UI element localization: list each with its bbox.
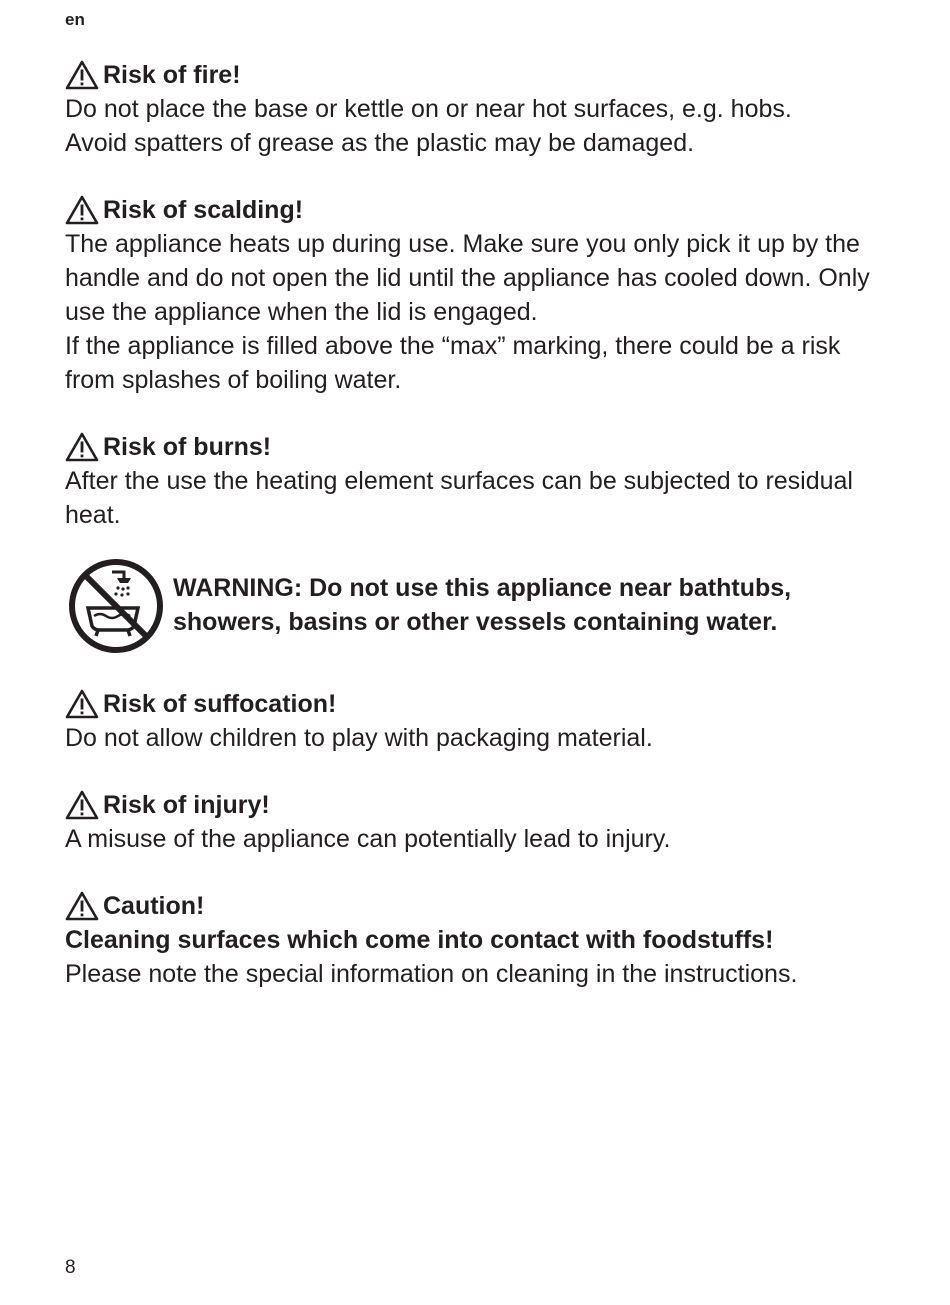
section-title: Risk of injury! (103, 791, 270, 819)
paragraph: Do not place the base or kettle on or near hot surfaces, e.g. hobs. (65, 95, 792, 123)
section-body (65, 227, 895, 397)
section-body (65, 923, 895, 991)
paragraph: A misuse of the appliance can potentially lead to injury. (65, 825, 671, 853)
section-body (65, 822, 895, 856)
section-risk-of-injury (65, 788, 895, 856)
section-title: Risk of burns! (103, 433, 272, 461)
paragraph: After the use the heating element surfaces can be subjected to residual heat. (65, 467, 853, 529)
section-body (65, 721, 895, 755)
water-warning (68, 563, 895, 654)
paragraph: If the appliance is filled above the “max” marking, there could be a risk from splashes of boiling water. (65, 332, 841, 394)
language-code: en (65, 10, 85, 29)
page-number: 8 (65, 1257, 76, 1278)
warning-triangle-icon (65, 790, 99, 820)
section-heading (65, 58, 895, 92)
warning-triangle-icon (65, 689, 99, 719)
section-title: Risk of scalding! (103, 196, 304, 224)
bold-line: Cleaning surfaces which come into contact with foodstuffs! (65, 926, 774, 954)
section-title: Risk of fire! (103, 61, 241, 89)
section-body (65, 464, 895, 532)
paragraph: Avoid spatters of grease as the plastic may be damaged. (65, 129, 695, 157)
section-heading (65, 788, 895, 822)
water-warning-text: WARNING: Do not use this appliance near bathtubs, showers, basins or other vessels containing water. (173, 574, 792, 636)
section-heading (65, 430, 895, 464)
section-title: Caution! (103, 892, 205, 920)
warning-triangle-icon (65, 195, 99, 225)
warning-triangle-icon (65, 891, 99, 921)
section-risk-of-burns (65, 430, 895, 532)
section-title: Risk of suffocation! (103, 690, 337, 718)
safety-content (65, 58, 895, 1024)
paragraph: The appliance heats up during use. Make sure you only pick it up by the handle and do not open the lid until the appliance has cooled down. Only use the appliance when the lid is engaged. (65, 230, 870, 326)
warning-triangle-icon (65, 432, 99, 462)
warning-triangle-icon (65, 60, 99, 90)
section-heading (65, 193, 895, 227)
section-risk-of-scalding (65, 193, 895, 397)
paragraph: Please note the special information on cleaning in the instructions. (65, 960, 798, 988)
section-body (65, 92, 895, 160)
section-risk-of-fire (65, 58, 895, 160)
section-risk-of-suffocation (65, 687, 895, 755)
section-heading (65, 889, 895, 923)
paragraph: Do not allow children to play with packaging material. (65, 724, 653, 752)
section-heading (65, 687, 895, 721)
section-caution (65, 889, 895, 991)
no-bathtub-icon (68, 558, 164, 654)
